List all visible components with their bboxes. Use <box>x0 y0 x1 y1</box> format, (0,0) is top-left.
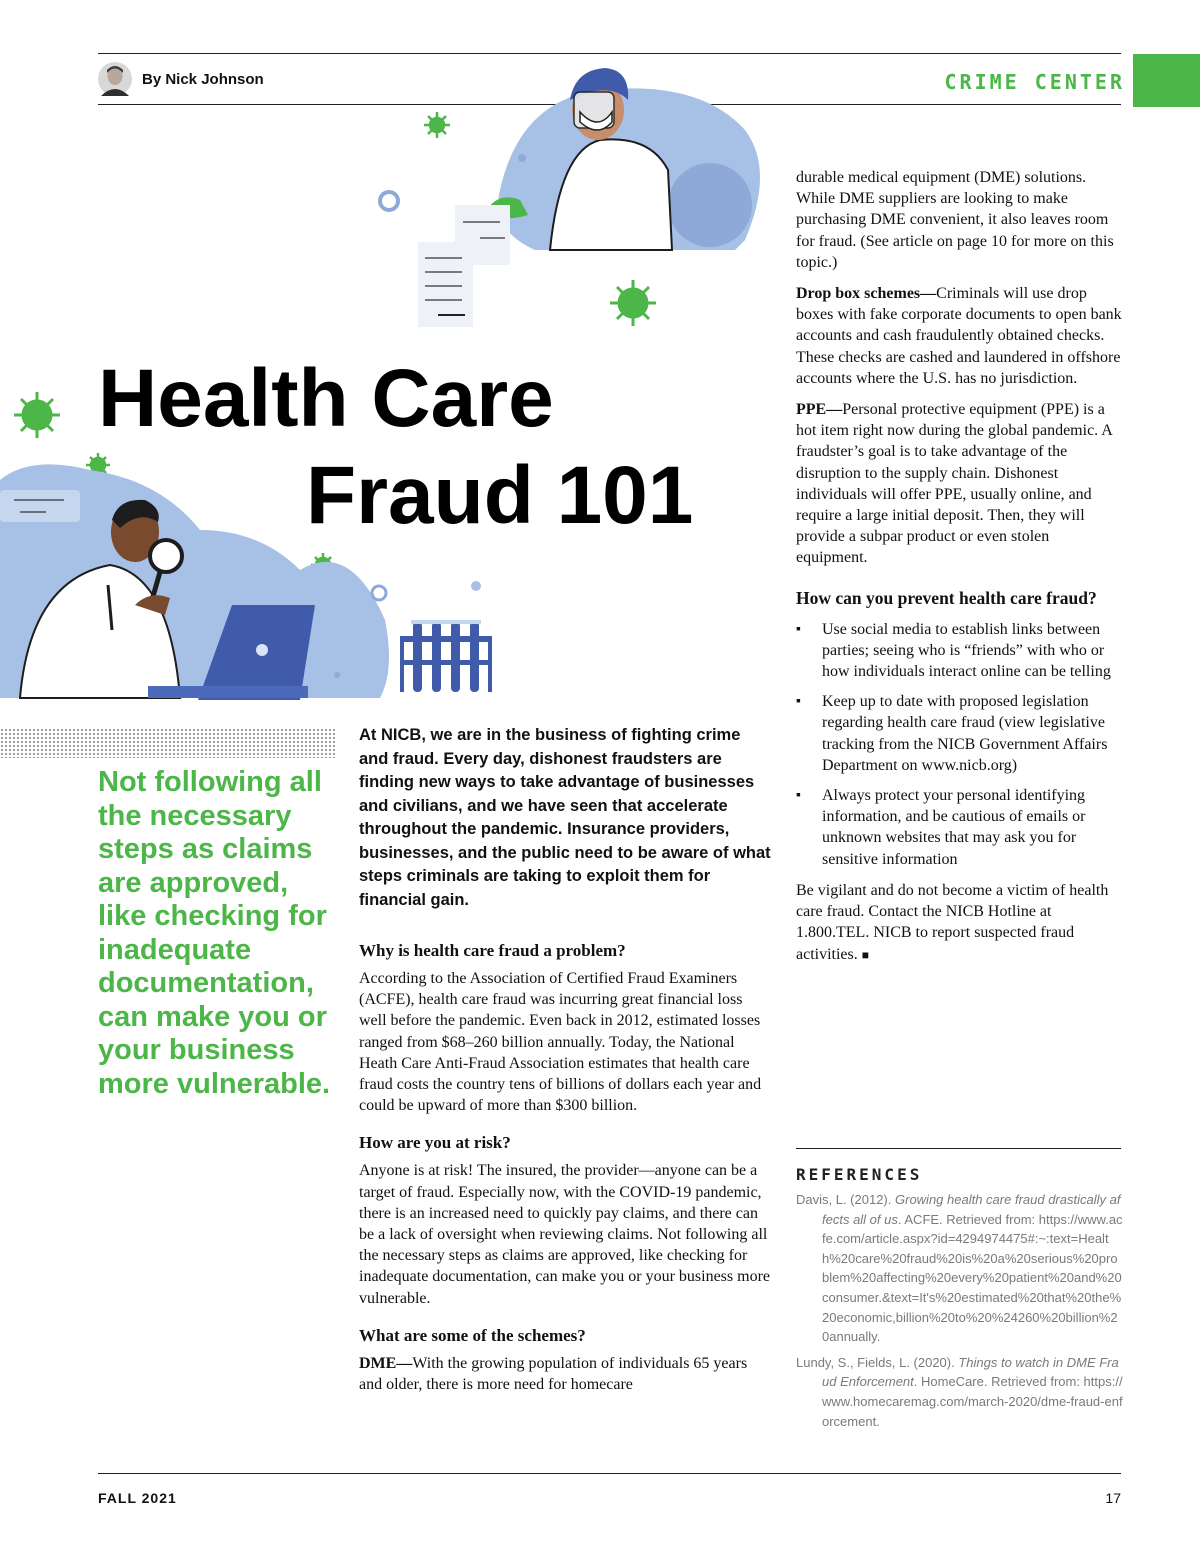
reference-title: Growing health care fraud drastically affects all of us <box>822 1192 1121 1227</box>
virus-icon <box>14 392 60 438</box>
footer-rule <box>98 1473 1121 1474</box>
drop-box-lead: Drop box schemes— <box>796 285 937 303</box>
dot-decoration <box>518 154 526 162</box>
reference-title: Things to watch in DME Fraud Enforcement <box>822 1354 1119 1390</box>
dot-decoration <box>334 672 340 678</box>
title-line-2: Fraud 101 <box>306 450 694 541</box>
reference-item <box>796 1353 1124 1431</box>
heading-at-risk: How are you at risk? <box>359 1133 511 1153</box>
paragraph-why-problem: According to the Association of Certified Fraud Examiners (ACFE), health care fraud was incurring great financial loss well before the pandemic. Even back in 2012, estimated losses ranged from $68–260 billion annually. Today, the National Heath Care Anti-Fraud Association estimates that health care fraud costs the country tens of billions of dollars each year and could be upward of more than $300 billion. <box>359 970 762 1115</box>
article-column-3 <box>796 167 1122 982</box>
reference-authors: Lundy, S., Fields, L. (2020). <box>796 1354 959 1370</box>
dot-pattern-divider <box>0 728 336 758</box>
page-number: 17 <box>1105 1490 1121 1506</box>
prevention-list <box>796 619 1122 870</box>
list-item: ▪ Always protect your personal identifying information, and be cautious of emails or unknown websites that may ask you for sensitive information <box>796 785 1122 870</box>
references-list <box>796 1190 1124 1437</box>
virus-icon <box>610 280 656 326</box>
drop-box-text: Criminals will use drop boxes with fake corporate documents to open bank accounts and cash fraudulently obtained checks. These checks are cashed and laundered in offshore accounts where the U.S. has no jurisdiction. <box>796 285 1122 387</box>
dme-lead: DME— <box>359 1354 413 1372</box>
paragraph-drop-box <box>796 283 1122 389</box>
test-tubes-icon <box>400 620 492 692</box>
ring-decoration <box>380 192 398 210</box>
heading-prevent: How can you prevent health care fraud? <box>796 587 1097 608</box>
references-rule <box>796 1148 1121 1149</box>
list-item: ▪ Keep up to date with proposed legislation regarding health care fraud (view legislative tracking from the NICB Government Affairs Department on www.nicb.org) <box>796 691 1122 776</box>
end-mark: ■ <box>861 947 870 962</box>
reference-source: . ACFE. Retrieved from: https://www.acfe.com/article.aspx?id=4294974475#:~:text=Health%20care%20fraud%20is%20a%20serious%20problem%20affecting%20every%20patient%20and%20consumer.&text=It's%20estimated%20that%20the%20economic,billion%20to%20%24260%20billion%20annually. <box>822 1211 1123 1345</box>
ring-decoration <box>372 586 386 600</box>
heading-why-problem: Why is health care fraud a problem? <box>359 941 626 960</box>
closing-paragraph <box>796 880 1122 966</box>
article-title <box>98 350 778 544</box>
heading-schemes: What are some of the schemes? <box>359 1325 586 1345</box>
dot-decoration <box>471 581 481 591</box>
header-top-rule <box>98 53 1121 54</box>
paragraph-at-risk: Anyone is at risk! The insured, the provider—anyone can be a target of fraud. Especially now, with the COVID-19 pandemic, there is an increased need to quickly pay claims, and there can be a lack of oversight when reviewing claims. Not following all the necessary steps as claims are approved, like checking for inadequate documentation, can make you or your business more vulnerable. <box>359 1162 770 1307</box>
section-color-tab <box>1133 54 1200 107</box>
lead-paragraph: At NICB, we are in the business of fighting crime and fraud. Every day, dishonest fraudsters are finding new ways to take advantage of businesses and civilians, and we have seen that accelerate throughout the pandemic. Insurance providers, businesses, and the public need to be aware of what steps criminals are taking to exploit them for financial gain. <box>359 726 771 909</box>
dme-text: With the growing population of individuals 65 years and older, there is more need for homecare <box>359 1354 748 1394</box>
ppe-lead: PPE— <box>796 401 843 419</box>
references-heading: REFERENCES <box>796 1165 923 1184</box>
pull-quote: Not following all the necessary steps as claims are approved, like checking for inadequate documentation, can make you or your business more vulnerable. <box>98 766 331 1100</box>
document-icon <box>418 205 510 327</box>
closing-text: Be vigilant and do not become a victim of health care fraud. Contact the NICB Hotline at 1.800.TEL. NICB to report suspected fraud activities. <box>796 881 1109 963</box>
reference-authors: Davis, L. (2012). <box>796 1192 895 1207</box>
list-item: ▪ Use social media to establish links between parties; seeing who is “friends” with who or how individuals interact online can be telling <box>796 619 1122 683</box>
paragraph-ppe <box>796 399 1122 569</box>
article-column-2 <box>359 724 771 1411</box>
author-name: By Nick Johnson <box>142 70 264 88</box>
doctor-illustration <box>488 68 760 250</box>
ppe-text: Personal protective equipment (PPE) is a hot item right now during the global pandemic. A fraudster’s goal is to take advantage of the disruption to the supply chain. Dishonest individuals will offer PPE, usually online, and require a large initial deposit. Then, they will provide a subpar product or even stolen equipment. <box>796 401 1112 567</box>
virus-icon <box>424 112 450 138</box>
issue-label: FALL 2021 <box>98 1490 177 1506</box>
paragraph-dme-continued: durable medical equipment (DME) solutions. While DME suppliers are looking to make purchasing DME convenient, it also leaves room for fraud. (See article on page 10 for more on this topic.) <box>796 169 1114 271</box>
title-line-1: Health Care <box>98 353 554 444</box>
paragraph-dme <box>359 1353 771 1395</box>
reference-source: . HomeCare. Retrieved from: https://www.homecaremag.com/march-2020/dme-fraud-enforcement. <box>822 1374 1123 1429</box>
section-label: CRIME CENTER <box>944 70 1125 94</box>
reference-item <box>796 1190 1124 1347</box>
